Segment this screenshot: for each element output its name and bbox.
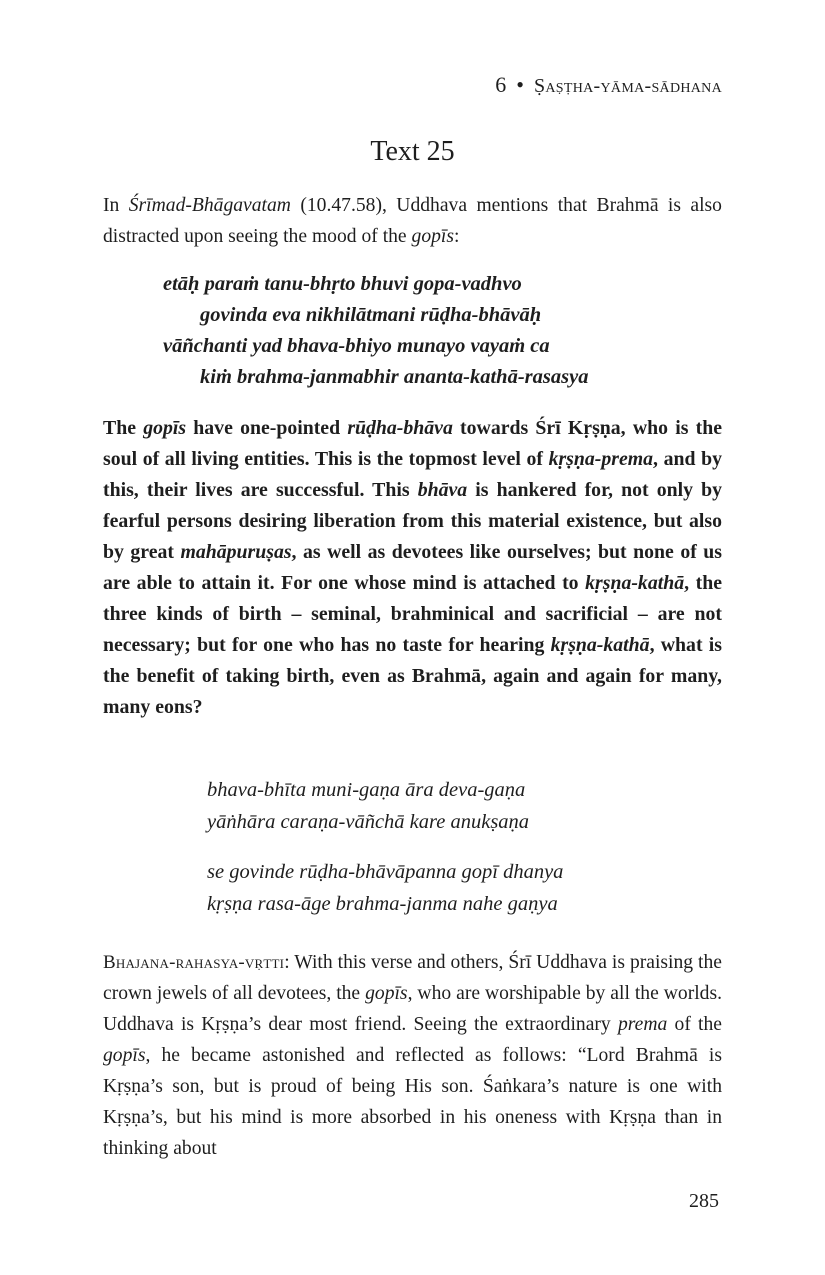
- verse-line: etāḥ paraṁ tanu-bhṛto bhuvi gopa-vadhvo: [163, 273, 522, 295]
- commentary-label: Bhajana-rahasya-vṛtti: [103, 952, 285, 973]
- section-title: Text 25: [370, 136, 455, 167]
- verse-line: govinda eva nikhilātmani rūḍha-bhāvāḥ: [200, 304, 542, 326]
- sanskrit-verse: [163, 269, 588, 393]
- verse-line: vāñchanti yad bhava-bhiyo munayo vayaṁ ca: [163, 335, 550, 357]
- header-separator: •: [516, 72, 524, 97]
- chapter-number: 6: [495, 72, 507, 97]
- intro-paragraph: In Śrīmad-Bhāgavatam (10.47.58), Uddhava mentions that Brahmā is also distracted upon seeing the mood of the gopīs:: [103, 195, 722, 247]
- running-header: [495, 72, 722, 98]
- verse-line: se govinde rūḍha-bhāvāpanna gopī dhanya: [207, 861, 564, 883]
- verse-translation: The gopīs have one-pointed rūḍha-bhāva towards Śrī Kṛṣṇa, who is the soul of all living entities. This is the topmost level of kṛṣṇa-prema, and by this, their lives are successful. This bhāva is hankered for, not only by fearful persons desiring liberation from this material existence, but also by great mahāpuruṣas, as well as devotees like ourselves; but none of us are able to attain it. For one whose mind is attached to kṛṣṇa-kathā, the three kinds of birth – seminal, brahminical and sacrificial – are not necessary; but for one who has no taste for hearing kṛṣṇa-kathā, what is the benefit of taking birth, even as Brahmā, again and again for many, many eons?: [103, 417, 723, 718]
- verse-line: kiṁ brahma-janmabhir ananta-kathā-rasasya: [200, 366, 589, 388]
- chapter-title: Ṣaṣṭha-yāma-sādhana: [533, 75, 722, 97]
- commentary-paragraph: Bhajana-rahasya-vṛtti: With this verse and others, Śrī Uddhava is praising the crown jewels of all devotees, the gopīs, who are worshipable by all the worlds. Uddhava is Kṛṣṇa’s dear most friend. Seeing the extraordinary prema of the gopīs, he became astonished and reflected as follows: “Lord Brahmā is Kṛṣṇa’s son, but is proud of being His son. Śaṅkara’s nature is one with Kṛṣṇa’s, but his mind is more absorbed in his oneness with Kṛṣṇa than in thinking about: [103, 952, 722, 1159]
- verse-line: bhava-bhīta muni-gaṇa āra deva-gaṇa: [207, 779, 526, 801]
- verse-line: kṛṣṇa rasa-āge brahma-janma nahe gaṇya: [207, 893, 558, 915]
- verse-line: yāṅhāra caraṇa-vāñchā kare anukṣaṇa: [207, 811, 530, 833]
- bengali-verse-2: [207, 856, 563, 920]
- page-number: 285: [689, 1190, 719, 1212]
- bengali-verse-1: [207, 774, 529, 838]
- book-title: Śrīmad-Bhāgavatam: [128, 195, 291, 216]
